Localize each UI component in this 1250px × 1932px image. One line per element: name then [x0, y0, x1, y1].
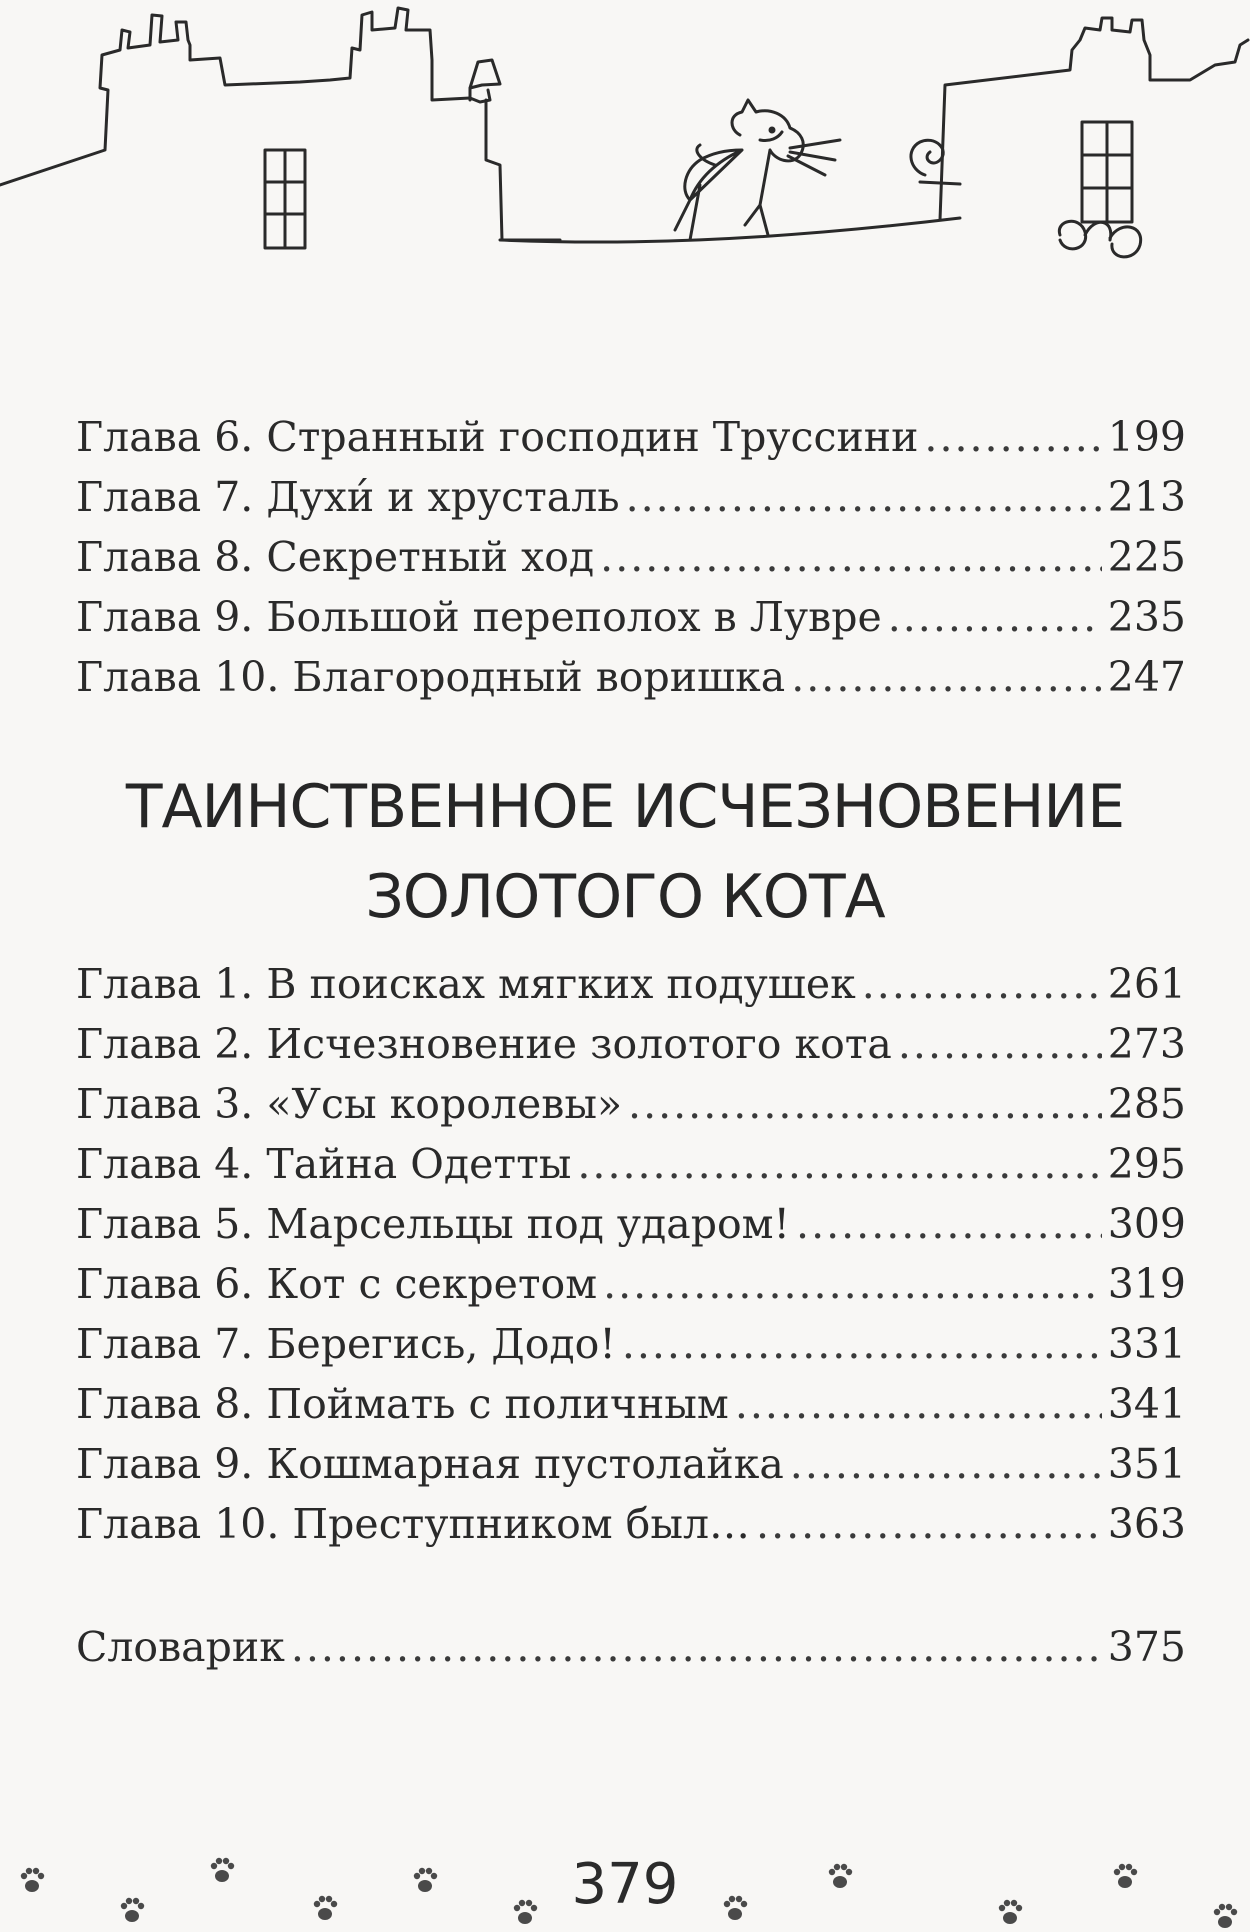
dot-leader: [862, 955, 1102, 1013]
toc-entry-label: Глава 8. Секретный ход: [76, 533, 595, 581]
section-title-line-2: ЗОЛОТОГО КОТА: [365, 862, 885, 932]
toc-entry-page: 351: [1107, 1440, 1186, 1488]
toc-entry-page: 273: [1107, 1020, 1186, 1068]
toc-entry-label: Глава 9. Большой переполох в Лувре: [76, 593, 882, 641]
toc-entry: [76, 955, 1186, 1013]
toc-entry-page: 199: [1107, 413, 1186, 461]
toc-entry-label: Глава 5. Марсельцы под ударом!: [76, 1200, 791, 1248]
dot-leader: [924, 408, 1101, 466]
dot-leader: [291, 1618, 1102, 1676]
toc-entry: [76, 648, 1186, 706]
toc-entry-page: 247: [1107, 653, 1186, 701]
dot-leader: [600, 528, 1102, 586]
dot-leader: [791, 648, 1102, 706]
dot-leader: [622, 1315, 1102, 1373]
toc-entry: [76, 588, 1186, 646]
toc-entry-label: Глава 10. Преступником был…: [76, 1500, 751, 1548]
toc-entry-label: Глава 6. Кот с секретом: [76, 1260, 598, 1308]
toc-entry-label: Глава 1. В поисках мягких подушек: [76, 960, 856, 1008]
toc-entry-label: Глава 9. Кошмарная пустолайка: [76, 1440, 784, 1488]
toc-entry-page: 319: [1107, 1260, 1186, 1308]
toc-entry-label: Глава 7. Духи́ и хрусталь: [76, 473, 620, 521]
toc-entry: [76, 468, 1186, 526]
toc-entry-page: 225: [1107, 533, 1186, 581]
toc-entry-page: 309: [1107, 1200, 1186, 1248]
glossary-label: Словарик: [76, 1623, 285, 1671]
dot-leader: [898, 1015, 1102, 1073]
toc-entry-page: 261: [1107, 960, 1186, 1008]
toc-entry-page: 295: [1107, 1140, 1186, 1188]
toc-entry-label: Глава 3. «Усы королевы»: [76, 1080, 623, 1128]
toc-entry: [76, 1435, 1186, 1493]
toc-entry-label: Глава 4. Тайна Одетты: [76, 1140, 572, 1188]
toc-entry-page: 363: [1107, 1500, 1186, 1548]
dot-leader: [735, 1375, 1102, 1433]
glossary-page: 375: [1107, 1623, 1186, 1671]
toc-entry: [76, 1495, 1186, 1553]
dot-leader: [756, 1495, 1102, 1553]
toc-entry: [76, 528, 1186, 586]
toc-entry: [76, 1315, 1186, 1373]
toc-entry-label: Глава 7. Берегись, Додо!: [76, 1320, 616, 1368]
dot-leader: [626, 468, 1102, 526]
toc-entry: [76, 1375, 1186, 1433]
toc-entry-label: Глава 10. Благородный воришка: [76, 653, 786, 701]
rooftops-cat-illustration: [0, 0, 1250, 300]
glossary-entry: [76, 1618, 1186, 1676]
toc-entry-label: Глава 6. Странный господин Труссини: [76, 413, 919, 461]
dot-leader: [790, 1435, 1102, 1493]
toc-entry-page: 341: [1107, 1380, 1186, 1428]
dot-leader: [796, 1195, 1102, 1253]
toc-entry: [76, 1135, 1186, 1193]
toc-entry: [76, 1255, 1186, 1313]
dot-leader: [577, 1135, 1101, 1193]
toc-entry: [76, 1015, 1186, 1073]
dot-leader: [628, 1075, 1102, 1133]
toc-entry-page: 331: [1107, 1320, 1186, 1368]
toc-entry: [76, 408, 1186, 466]
toc-entry-page: 213: [1107, 473, 1186, 521]
dot-leader: [888, 588, 1102, 646]
page-number: 379: [571, 1852, 679, 1917]
toc-entry-label: Глава 2. Исчезновение золотого кота: [76, 1020, 892, 1068]
toc-entry: [76, 1075, 1186, 1133]
section-title-line-1: ТАИНСТВЕННОЕ ИСЧЕЗНОВЕНИЕ: [125, 772, 1125, 842]
toc-entry-page: 235: [1107, 593, 1186, 641]
dot-leader: [603, 1255, 1102, 1313]
toc-entry-page: 285: [1107, 1080, 1186, 1128]
toc-entry-label: Глава 8. Поймать с поличным: [76, 1380, 729, 1428]
toc-entry: [76, 1195, 1186, 1253]
